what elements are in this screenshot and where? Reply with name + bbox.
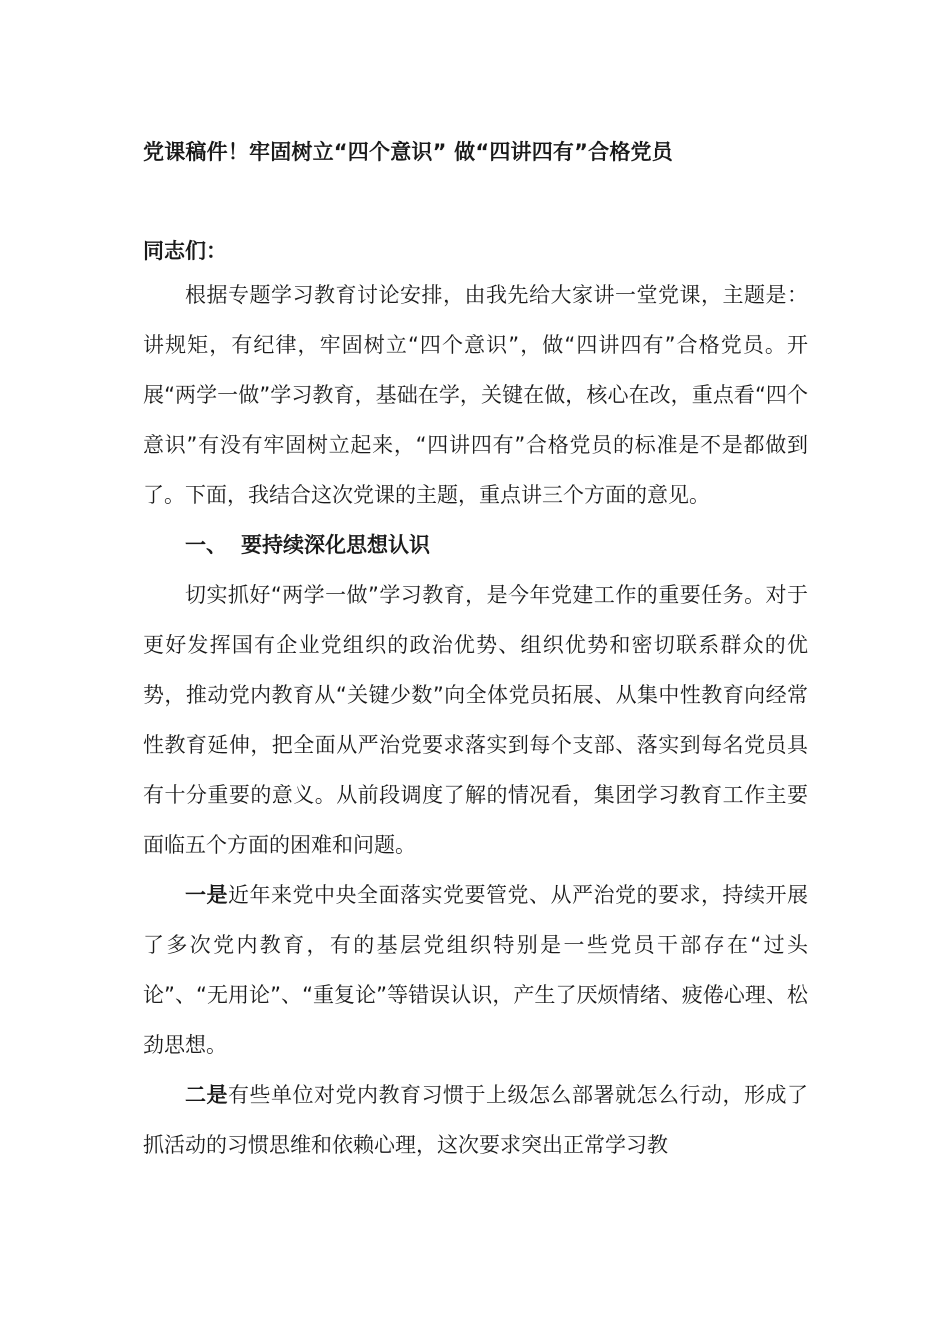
- section1-paragraph: 切实抓好“两学一做”学习教育，是今年党建工作的重要任务。对于更好发挥国有企业党组织的政治优势、组织优势和密切联系群众的优势，推动党内教育从“关键少数”向全体党员拓展、从集中性教育向经常性教育延伸，把全面从严治党要求落实到每个支部、落实到每名党员具有十分重要的意义。从前段调度了解的情况看，集团学习教育工作主要面临五个方面的困难和问题。: [143, 583, 808, 857]
- point-1-text: 近年来党中央全面落实党要管党、从严治党的要求，持续开展了多次党内教育，有的基层党组织特别是一些党员干部存在“过头论”、“无用论”、“重复论”等错误认识，产生了厌烦情绪、疲倦心理、松劲思想。: [143, 883, 808, 1057]
- section-number: 一、: [185, 533, 227, 557]
- document-page: [143, 134, 808, 1170]
- point-2-lead: 二是: [185, 1083, 228, 1107]
- point-2-paragraph: [143, 1070, 808, 1170]
- section-heading-1: [143, 520, 808, 570]
- salutation: 同志们：: [143, 239, 227, 263]
- intro-paragraph: 根据专题学习教育讨论安排，由我先给大家讲一堂党课，主题是：讲规矩，有纪律，牢固树立“四个意识”，做“四讲四有”合格党员。开展“两学一做”学习教育，基础在学，关键在做，核心在改，重点看“四个意识”有没有牢固树立起来，“四讲四有”合格党员的标准是不是都做到了。下面，我结合这次党课的主题，重点讲三个方面的意见。: [143, 283, 808, 507]
- point-1-lead: 一是: [185, 883, 228, 907]
- point-2-text: 有些单位对党内教育习惯于上级怎么部署就怎么行动，形成了抓活动的习惯思维和依赖心理，这次要求突出正常学习教: [143, 1083, 808, 1157]
- document-title: 党课稿件！牢固树立“四个意识” 做“四讲四有”合格党员: [143, 140, 673, 164]
- section-heading-text: 要持续深化思想认识: [241, 533, 430, 557]
- point-1-paragraph: [143, 870, 808, 1070]
